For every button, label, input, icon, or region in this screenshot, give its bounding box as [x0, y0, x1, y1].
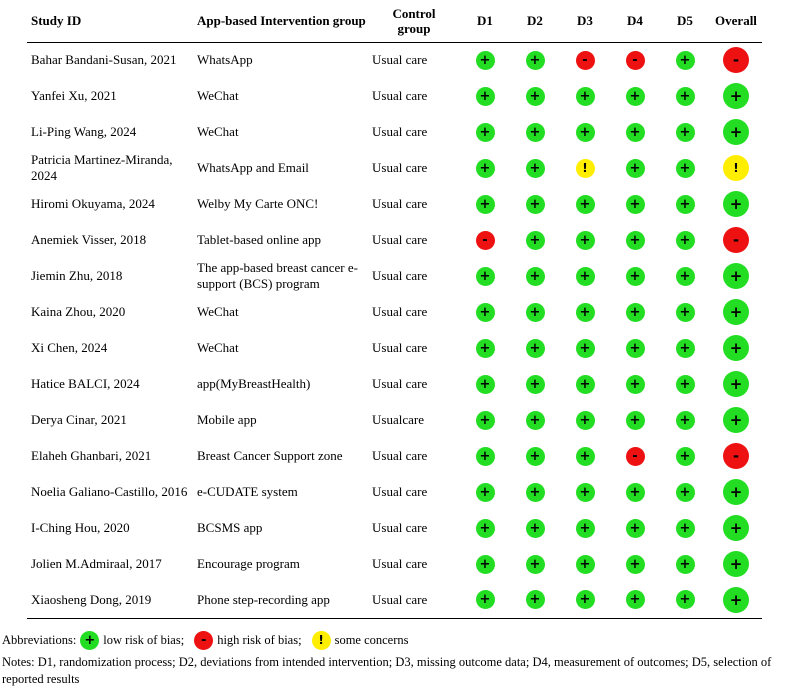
control-cell: Usual care: [372, 124, 428, 139]
table-row: [27, 438, 762, 474]
d2-cell: [510, 438, 560, 474]
low-risk-icon: +: [626, 303, 645, 322]
low-risk-icon: +: [476, 555, 495, 574]
overall-cell: [710, 330, 762, 366]
d5-cell: [660, 402, 710, 438]
table-row: [27, 294, 762, 330]
low-risk-icon: +: [476, 519, 495, 538]
d4-cell: [610, 366, 660, 402]
intervention-cell: Phone step-recording app: [197, 591, 330, 607]
overall-cell: [710, 42, 762, 78]
d3-cell: [560, 474, 610, 510]
low-risk-legend-label: low risk of bias;: [103, 632, 185, 647]
low-risk-icon: +: [476, 267, 495, 286]
d2-cell: [510, 582, 560, 618]
header-intervention: App-based Intervention group: [197, 13, 366, 29]
low-risk-icon: +: [723, 515, 749, 541]
study-id-cell: Elaheh Ghanbari, 2021: [31, 448, 152, 463]
low-risk-icon: +: [576, 519, 595, 538]
low-risk-icon: +: [723, 191, 749, 217]
d4-cell: [610, 402, 660, 438]
d3-cell: [560, 366, 610, 402]
control-cell: Usual care: [372, 520, 428, 535]
d3-cell: [560, 438, 610, 474]
low-risk-icon: +: [723, 551, 749, 577]
d3-cell: [560, 258, 610, 294]
low-risk-icon: +: [676, 303, 695, 322]
control-cell: Usual care: [372, 376, 428, 391]
header-d3: D3: [577, 13, 593, 29]
d5-cell: [660, 294, 710, 330]
low-risk-icon: +: [676, 267, 695, 286]
low-risk-icon: +: [723, 587, 749, 613]
low-risk-icon: +: [526, 231, 545, 250]
low-risk-icon: +: [676, 159, 695, 178]
d2-cell: [510, 258, 560, 294]
d1-cell: [460, 330, 510, 366]
d5-cell: [660, 150, 710, 186]
intervention-cell: Breast Cancer Support zone: [197, 448, 343, 463]
d2-cell: [510, 294, 560, 330]
low-risk-icon: +: [676, 411, 695, 430]
overall-cell: [710, 78, 762, 114]
d2-cell: [510, 546, 560, 582]
d1-cell: [460, 294, 510, 330]
intervention-cell: Welby My Carte ONC!: [197, 196, 319, 211]
control-cell: Usual care: [372, 448, 428, 463]
intervention-cell: Encourage program: [197, 556, 300, 571]
d4-cell: [610, 222, 660, 258]
d1-cell: [460, 150, 510, 186]
low-risk-icon: +: [676, 231, 695, 250]
low-risk-icon: +: [526, 519, 545, 538]
low-risk-icon: +: [526, 123, 545, 142]
header-control-line1: Control: [392, 5, 436, 21]
d2-cell: [510, 150, 560, 186]
d2-cell: [510, 330, 560, 366]
low-risk-icon: +: [526, 195, 545, 214]
d3-cell: [560, 150, 610, 186]
d2-cell: [510, 186, 560, 222]
d5-cell: [660, 330, 710, 366]
low-risk-icon: +: [626, 411, 645, 430]
study-id-cell: Jolien M.Admiraal, 2017: [31, 556, 162, 571]
low-risk-icon: +: [526, 159, 545, 178]
d4-cell: [610, 582, 660, 618]
low-risk-icon: +: [576, 555, 595, 574]
d3-cell: [560, 546, 610, 582]
low-risk-icon: +: [526, 447, 545, 466]
study-id-cell: Anemiek Visser, 2018: [31, 232, 147, 247]
control-cell: Usualcare: [372, 412, 424, 427]
overall-cell: [710, 114, 762, 150]
d2-cell: [510, 366, 560, 402]
intervention-cell: WeChat: [197, 124, 239, 139]
d1-cell: [460, 366, 510, 402]
low-risk-icon: +: [526, 590, 545, 609]
d3-cell: [560, 186, 610, 222]
d4-cell: [610, 78, 660, 114]
header-d1: D1: [477, 13, 493, 29]
low-risk-icon: +: [476, 483, 495, 502]
study-id-cell: Hatice BALCI, 2024: [31, 376, 140, 391]
low-risk-icon: +: [676, 519, 695, 538]
low-risk-icon: +: [626, 483, 645, 502]
d3-cell: [560, 330, 610, 366]
overall-cell: [710, 294, 762, 330]
overall-cell: [710, 546, 762, 582]
table-row: [27, 402, 762, 438]
intervention-cell: BCSMS app: [197, 520, 263, 535]
low-risk-icon: +: [526, 303, 545, 322]
intervention-cell: WeChat: [197, 340, 239, 355]
d3-cell: [560, 42, 610, 78]
control-cell: Usual care: [372, 591, 428, 607]
low-risk-icon: +: [723, 119, 749, 145]
d5-cell: [660, 42, 710, 78]
abbreviations-line: [2, 628, 788, 652]
d4-cell: [610, 438, 660, 474]
control-cell: Usual care: [372, 268, 428, 283]
high-risk-legend-icon: -: [194, 631, 213, 650]
high-risk-icon: -: [626, 51, 645, 70]
d1-cell: [460, 438, 510, 474]
study-id-cell: Kaina Zhou, 2020: [31, 304, 126, 319]
low-risk-icon: +: [476, 411, 495, 430]
some-concerns-legend-label: some concerns: [334, 632, 409, 647]
overall-cell: [710, 366, 762, 402]
intervention-cell: app(MyBreastHealth): [197, 376, 311, 391]
overall-cell: [710, 150, 762, 186]
study-id-cell: I-Ching Hou, 2020: [31, 520, 130, 535]
low-risk-icon: +: [676, 590, 695, 609]
low-risk-icon: +: [626, 231, 645, 250]
low-risk-icon: +: [676, 195, 695, 214]
low-risk-icon: +: [723, 83, 749, 109]
control-cell: Usual care: [372, 160, 428, 175]
d5-cell: [660, 258, 710, 294]
overall-cell: [710, 186, 762, 222]
low-risk-icon: +: [626, 159, 645, 178]
low-risk-icon: +: [526, 87, 545, 106]
table-row: [27, 222, 762, 258]
low-risk-icon: +: [576, 231, 595, 250]
low-risk-icon: +: [476, 123, 495, 142]
high-risk-icon: -: [723, 227, 749, 253]
table-body: [27, 42, 762, 618]
d3-cell: [560, 294, 610, 330]
d4-cell: [610, 330, 660, 366]
header-d5: D5: [677, 13, 693, 29]
low-risk-icon: +: [476, 159, 495, 178]
low-risk-icon: +: [676, 123, 695, 142]
d5-cell: [660, 366, 710, 402]
overall-cell: [710, 582, 762, 618]
study-id-cell: Bahar Bandani-Susan, 2021: [31, 52, 177, 68]
low-risk-icon: +: [576, 303, 595, 322]
study-id-cell: Derya Cinar, 2021: [31, 412, 127, 427]
low-risk-icon: +: [676, 339, 695, 358]
d1-cell: [460, 78, 510, 114]
low-risk-icon: +: [626, 590, 645, 609]
d4-cell: [610, 114, 660, 150]
low-risk-icon: +: [676, 375, 695, 394]
low-risk-icon: +: [626, 87, 645, 106]
low-risk-icon: +: [476, 303, 495, 322]
intervention-cell: WhatsApp: [197, 52, 253, 68]
study-id-cell: Noelia Galiano-Castillo, 2016: [31, 484, 188, 499]
table-row: [27, 258, 762, 294]
low-risk-icon: +: [576, 267, 595, 286]
table-row: [27, 78, 762, 114]
control-cell: Usual care: [372, 556, 428, 571]
d4-cell: [610, 510, 660, 546]
table-header: [27, 0, 762, 42]
d1-cell: [460, 546, 510, 582]
d2-cell: [510, 402, 560, 438]
low-risk-icon: +: [576, 123, 595, 142]
low-risk-icon: +: [576, 339, 595, 358]
low-risk-legend-icon: +: [80, 631, 99, 650]
table-row: [27, 186, 762, 222]
low-risk-icon: +: [526, 555, 545, 574]
d4-cell: [610, 42, 660, 78]
low-risk-icon: +: [476, 339, 495, 358]
study-id-cell: Yanfei Xu, 2021: [31, 88, 117, 103]
intervention-cell: Tablet-based online app: [197, 232, 321, 247]
low-risk-icon: +: [576, 590, 595, 609]
d3-cell: [560, 78, 610, 114]
d2-cell: [510, 78, 560, 114]
d5-cell: [660, 582, 710, 618]
table-row: [27, 42, 762, 78]
table-footer: [2, 628, 788, 688]
low-risk-icon: +: [626, 375, 645, 394]
intervention-cell: WhatsApp and Email: [197, 160, 309, 175]
intervention-cell: Mobile app: [197, 412, 257, 427]
low-risk-icon: +: [526, 267, 545, 286]
control-cell: Usual care: [372, 484, 428, 499]
high-risk-icon: -: [723, 47, 749, 73]
high-risk-icon: -: [576, 51, 595, 70]
d4-cell: [610, 150, 660, 186]
intervention-cell: WeChat: [197, 88, 239, 103]
header-d2: D2: [527, 13, 543, 29]
intervention-cell: The app-based breast cancer e-support (BCS) program: [197, 260, 358, 291]
d3-cell: [560, 582, 610, 618]
d4-cell: [610, 474, 660, 510]
study-id-cell: Xiaosheng Dong, 2019: [31, 591, 152, 607]
low-risk-icon: +: [576, 411, 595, 430]
study-id-cell: Li-Ping Wang, 2024: [31, 124, 137, 139]
d4-cell: [610, 258, 660, 294]
d1-cell: [460, 114, 510, 150]
d2-cell: [510, 474, 560, 510]
overall-cell: [710, 222, 762, 258]
low-risk-icon: +: [676, 447, 695, 466]
low-risk-icon: +: [626, 123, 645, 142]
low-risk-icon: +: [723, 335, 749, 361]
header-control-line2: group: [397, 20, 431, 36]
low-risk-icon: +: [476, 51, 495, 70]
table-row: [27, 366, 762, 402]
low-risk-icon: +: [676, 483, 695, 502]
low-risk-icon: +: [626, 339, 645, 358]
low-risk-icon: +: [476, 375, 495, 394]
low-risk-icon: +: [526, 375, 545, 394]
high-risk-icon: -: [626, 447, 645, 466]
d1-cell: [460, 222, 510, 258]
header-d4: D4: [627, 13, 643, 29]
low-risk-icon: +: [526, 411, 545, 430]
control-cell: Usual care: [372, 196, 428, 211]
d2-cell: [510, 42, 560, 78]
low-risk-icon: +: [476, 195, 495, 214]
low-risk-icon: +: [723, 299, 749, 325]
low-risk-icon: +: [723, 263, 749, 289]
study-id-cell: Hiromi Okuyama, 2024: [31, 196, 155, 211]
d1-cell: [460, 402, 510, 438]
d2-cell: [510, 510, 560, 546]
intervention-cell: e-CUDATE system: [197, 484, 298, 499]
overall-cell: [710, 510, 762, 546]
high-risk-icon: -: [723, 443, 749, 469]
study-id-cell: Xi Chen, 2024: [31, 340, 108, 355]
header-control: [368, 0, 460, 42]
d5-cell: [660, 186, 710, 222]
some-risk-icon: !: [576, 159, 595, 178]
low-risk-icon: +: [526, 483, 545, 502]
intervention-cell: WeChat: [197, 304, 239, 319]
table-row: [27, 150, 762, 186]
d2-cell: [510, 114, 560, 150]
table-notes: Notes: D1, randomization process; D2, deviations from intended intervention; D3, missing outcome data; D4, measurement of outcomes; D5, selection of reported results: [2, 655, 772, 686]
table-row: [27, 510, 762, 546]
low-risk-icon: +: [723, 407, 749, 433]
control-cell: Usual care: [372, 232, 428, 247]
table-row: [27, 474, 762, 510]
control-cell: Usual care: [372, 88, 428, 103]
header-overall: Overall: [715, 13, 757, 29]
table-row: [27, 546, 762, 582]
low-risk-icon: +: [626, 519, 645, 538]
d4-cell: [610, 294, 660, 330]
low-risk-icon: +: [476, 87, 495, 106]
low-risk-icon: +: [576, 87, 595, 106]
table-row: [27, 582, 762, 618]
abbreviations-prefix: Abbreviations:: [2, 632, 77, 647]
low-risk-icon: +: [576, 195, 595, 214]
header-study-id: Study ID: [31, 13, 82, 29]
overall-cell: [710, 258, 762, 294]
d1-cell: [460, 186, 510, 222]
d3-cell: [560, 222, 610, 258]
d3-cell: [560, 402, 610, 438]
low-risk-icon: +: [626, 195, 645, 214]
low-risk-icon: +: [576, 375, 595, 394]
overall-cell: [710, 438, 762, 474]
low-risk-icon: +: [476, 447, 495, 466]
d1-cell: [460, 582, 510, 618]
control-cell: Usual care: [372, 52, 428, 68]
study-id-cell: Jiemin Zhu, 2018: [31, 268, 123, 283]
d5-cell: [660, 438, 710, 474]
low-risk-icon: +: [626, 555, 645, 574]
some-risk-icon: !: [723, 155, 749, 181]
d5-cell: [660, 510, 710, 546]
high-risk-icon: -: [476, 231, 495, 250]
low-risk-icon: +: [723, 371, 749, 397]
high-risk-legend-label: high risk of bias;: [217, 632, 302, 647]
low-risk-icon: +: [676, 51, 695, 70]
low-risk-icon: +: [723, 479, 749, 505]
low-risk-icon: +: [476, 590, 495, 609]
risk-of-bias-table: [27, 0, 762, 619]
control-cell: Usual care: [372, 340, 428, 355]
low-risk-icon: +: [576, 447, 595, 466]
control-cell: Usual care: [372, 304, 428, 319]
low-risk-icon: +: [576, 483, 595, 502]
d5-cell: [660, 114, 710, 150]
risk-of-bias-table-container: [27, 0, 762, 619]
overall-cell: [710, 402, 762, 438]
d1-cell: [460, 258, 510, 294]
low-risk-icon: +: [526, 51, 545, 70]
d4-cell: [610, 186, 660, 222]
d3-cell: [560, 114, 610, 150]
d5-cell: [660, 222, 710, 258]
d1-cell: [460, 42, 510, 78]
d3-cell: [560, 510, 610, 546]
d5-cell: [660, 474, 710, 510]
d1-cell: [460, 510, 510, 546]
study-id-cell: Patricia Martinez-Miranda, 2024: [31, 152, 173, 183]
table-row: [27, 330, 762, 366]
low-risk-icon: +: [676, 555, 695, 574]
table-row: [27, 114, 762, 150]
d1-cell: [460, 474, 510, 510]
d4-cell: [610, 546, 660, 582]
some-concerns-legend-icon: !: [312, 631, 331, 650]
d5-cell: [660, 78, 710, 114]
d2-cell: [510, 222, 560, 258]
low-risk-icon: +: [676, 87, 695, 106]
low-risk-icon: +: [526, 339, 545, 358]
overall-cell: [710, 474, 762, 510]
d5-cell: [660, 546, 710, 582]
low-risk-icon: +: [626, 267, 645, 286]
